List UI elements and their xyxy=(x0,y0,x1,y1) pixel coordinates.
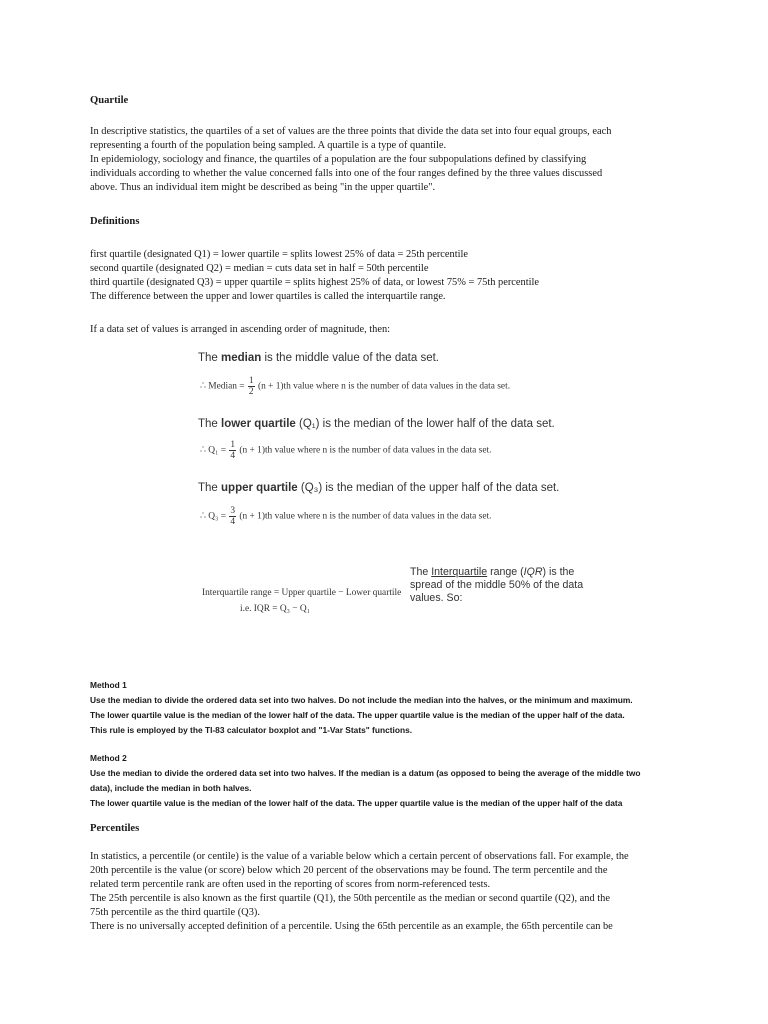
method-2 xyxy=(90,751,690,811)
text-line: In descriptive statistics, the quartiles of a set of values are the three points that divide the data set into four equal groups, each xyxy=(90,126,612,137)
text-line: Use the median to divide the ordered data set into two halves. If the median is a datum (as opposed to being the average of the middle two xyxy=(90,768,641,778)
upper-quartile-formula: ∴ Q₃ = $\frac{3}{4}$ (n + 1)th value where n is the number of data values in the data set. xyxy=(200,506,492,527)
method-2-title: Method 2 xyxy=(90,753,127,763)
definition-line: The difference between the upper and lower quartiles is called the interquartile range. xyxy=(90,291,446,302)
text-line: Use the median to divide the ordered data set into two halves. Do not include the median into the halves, or the minimum and maximum. xyxy=(90,695,633,705)
text-line: In statistics, a percentile (or centile) is the value of a variable below which a certain percent of observations fall. For example, the xyxy=(90,851,629,862)
text-line: above. Thus an individual item might be described as being "in the upper quartile". xyxy=(90,182,436,193)
method-1 xyxy=(90,678,690,738)
text-line: individuals according to whether the value concerned falls into one of the four ranges defined by the three values discussed xyxy=(90,168,603,179)
method-1-title: Method 1 xyxy=(90,680,127,690)
text-line: This rule is employed by the TI-83 calculator boxplot and "1-Var Stats" functions. xyxy=(90,725,413,735)
percentiles-heading: Percentiles xyxy=(90,823,140,834)
ascending-order-line: If a data set of values is arranged in ascending order of magnitude, then: xyxy=(90,324,391,335)
definitions-list xyxy=(90,248,690,304)
fraction: $\frac{1}{4}$ xyxy=(230,440,236,461)
percentiles-text xyxy=(90,850,690,934)
text-line: data), include the median in both halves. xyxy=(90,783,252,793)
text-line: representing a fourth of the population being sampled. A quartile is a type of quantile. xyxy=(90,140,447,151)
text-line: related term percentile rank are often used in the reporting of scores from norm-referenced tests. xyxy=(90,879,491,890)
definition-line: first quartile (designated Q1) = lower quartile = splits lowest 25% of data = 25th percentile xyxy=(90,249,468,260)
iqr-description: The Interquartile range (IQR) is the spread of the middle 50% of the data values. So: xyxy=(410,566,584,604)
median-definition: The median is the middle value of the data set. xyxy=(198,352,439,364)
text-line: The lower quartile value is the median of the lower half of the data. The upper quartile value is the median of the upper half of the data. xyxy=(90,710,625,720)
fraction: $\frac{1}{2}$ xyxy=(248,376,254,397)
quartile-heading: Quartile xyxy=(90,95,129,106)
text-line: 75th percentile as the third quartile (Q3). xyxy=(90,907,260,918)
lower-quartile-formula: ∴ Q₁ = $\frac{1}{4}$ (n + 1)th value where n is the number of data values in the data set. xyxy=(200,440,492,461)
text-line: In epidemiology, sociology and finance, the quartiles of a population are the four subpopulations defined by classifying xyxy=(90,154,587,165)
iqr-formula: Interquartile range = Upper quartile − Lower quartile xyxy=(202,588,402,598)
lower-quartile-definition: The lower quartile (Q₁) is the median of the lower half of the data set. xyxy=(198,418,555,430)
fraction: $\frac{3}{4}$ xyxy=(230,506,236,527)
definition-line: third quartile (designated Q3) = upper quartile = splits highest 25% of data, or lowest 75% = 75th percentile xyxy=(90,277,539,288)
upper-quartile-definition: The upper quartile (Q₃) is the median of the upper half of the data set. xyxy=(198,482,560,494)
text-line: The lower quartile value is the median of the lower half of the data. The upper quartile value is the median of the upper half of the data xyxy=(90,798,623,808)
iqr-ie-formula: i.e. IQR = Q₃ − Q₁ xyxy=(240,604,310,614)
definitions-heading: Definitions xyxy=(90,216,140,227)
median-formula: ∴ Median = $\frac{1}{2}$ (n + 1)th value where n is the number of data values in the data set. xyxy=(200,376,511,397)
text-line: 20th percentile is the value (or score) below which 20 percent of the observations may be found. The term percentile and the xyxy=(90,865,608,876)
quartile-intro xyxy=(90,125,690,195)
definition-line: second quartile (designated Q2) = median = cuts data set in half = 50th percentile xyxy=(90,263,429,274)
text-line: There is no universally accepted definition of a percentile. Using the 65th percentile as an example, the 65th percentile can be xyxy=(90,921,613,932)
text-line: The 25th percentile is also known as the first quartile (Q1), the 50th percentile as the median or second quartile (Q2), and the xyxy=(90,893,610,904)
